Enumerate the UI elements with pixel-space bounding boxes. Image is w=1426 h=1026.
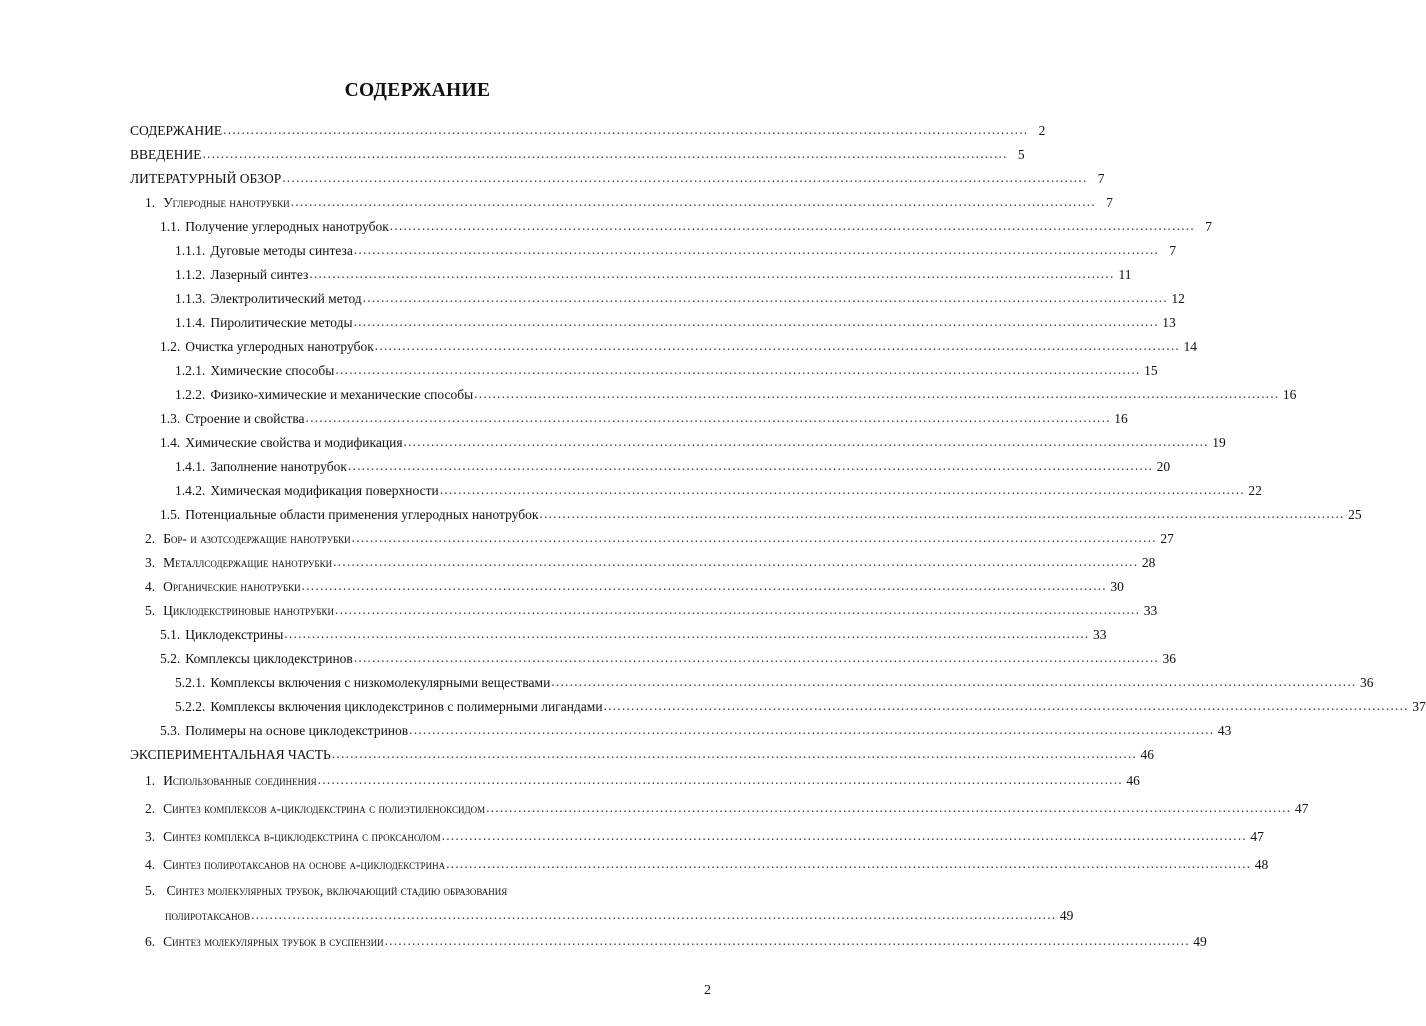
toc-entry-number: 5.2.2. [175, 699, 206, 714]
toc-entry[interactable] [130, 746, 1155, 763]
toc-entry-page: 49 [1193, 934, 1207, 949]
toc-entry[interactable] [145, 856, 1269, 873]
toc-entry-page: 46 [1126, 773, 1140, 788]
dot-leader: ................................................................................................................................................................................ [301, 578, 1107, 593]
toc-entry[interactable] [145, 828, 1264, 845]
toc-entry-title: Металлсодержащие нанотрубки [163, 555, 333, 570]
toc-entry-title: Электролитический метод [210, 291, 362, 306]
toc-entry[interactable] [145, 933, 1207, 950]
toc-entry-page: 12 [1171, 291, 1185, 306]
toc-entry-title: Синтез молекулярных трубок в суспензии [163, 934, 384, 949]
toc-entry-page: 36 [1360, 675, 1374, 690]
toc-entry[interactable] [145, 554, 1156, 571]
toc-entry-page: 7 [1205, 219, 1212, 234]
toc-entry-title: Циклодекстрины [185, 627, 284, 642]
dot-leader: ................................................................................................................................................................................ [389, 218, 1195, 233]
toc-entry-title: Лазерный синтез [210, 267, 309, 282]
toc-entry-title: ЭКСПЕРИМЕНТАЛЬНАЯ ЧАСТЬ [130, 747, 331, 762]
toc-entry-number: 1.4. [160, 435, 181, 450]
toc-entry-page: 30 [1110, 579, 1124, 594]
toc-entry-number: 1.1.4. [175, 315, 206, 330]
toc-entry-title: ЛИТЕРАТУРНЫЙ ОБЗОР [130, 171, 282, 186]
toc-entry[interactable] [160, 506, 1362, 523]
toc-entry[interactable] [175, 314, 1176, 331]
toc-entry-title: Синтез полиротаксанов на основе α-циклодекстрина [163, 857, 446, 872]
dot-leader: ................................................................................................................................................................................ [353, 242, 1160, 257]
toc-entry[interactable] [175, 242, 1177, 259]
toc-entry[interactable] [145, 800, 1309, 817]
toc-entry[interactable] [160, 338, 1197, 355]
dot-leader: ................................................................................................................................................................................ [446, 856, 1252, 871]
dot-leader: ................................................................................................................................................................................ [409, 722, 1215, 737]
toc-entry-page: 47 [1250, 829, 1264, 844]
toc-entry-number: 1.1.1. [175, 243, 206, 258]
toc-entry-number: 5. [145, 883, 156, 898]
toc-entry-title: Химические способы [210, 363, 335, 378]
dot-leader: ................................................................................................................................................................................ [282, 170, 1088, 185]
toc-entry-number: 1.4.1. [175, 459, 206, 474]
dot-leader: ................................................................................................................................................................................ [335, 362, 1141, 377]
toc-entry-page: 43 [1217, 723, 1232, 738]
toc-entry-number: 5. [145, 603, 156, 618]
toc-entry-number: 1.1. [160, 219, 181, 234]
toc-entry-page: 25 [1348, 507, 1362, 522]
toc-entry-page: 37 [1412, 699, 1426, 714]
toc-entry-title: Полимеры на основе циклодекстринов [185, 723, 409, 738]
toc-entry-number: 1.3. [160, 411, 181, 426]
dot-leader: ................................................................................................................................................................................ [309, 266, 1115, 281]
toc-entry-title: Синтез комплекса β-циклодекстрина с проксанолом [163, 829, 441, 844]
dot-leader: ................................................................................................................................................................................ [374, 338, 1180, 353]
toc-entry-title: Строение и свойства [185, 411, 305, 426]
toc-entry[interactable] [175, 482, 1262, 499]
dot-leader: ................................................................................................................................................................................ [403, 434, 1209, 449]
toc-entry-page: 28 [1141, 555, 1156, 570]
toc-entry-page: 46 [1140, 747, 1155, 762]
toc-entry-title: Дуговые методы синтеза [210, 243, 353, 258]
toc-entry[interactable] [160, 434, 1226, 451]
dot-leader: ................................................................................................................................................................................ [317, 772, 1123, 787]
toc-entry-title: Использованные соединения [163, 773, 317, 788]
toc-entry-multiline[interactable] [145, 883, 507, 899]
toc-entry-title: полиротаксанов [165, 908, 251, 923]
dot-leader: ................................................................................................................................................................................ [223, 122, 1029, 137]
toc-entry-number: 4. [145, 857, 156, 872]
toc-entry[interactable] [145, 578, 1124, 595]
toc-entry-title: Получение углеродных нанотрубок [185, 219, 389, 234]
dot-leader: ................................................................................................................................................................................ [347, 458, 1154, 473]
dot-leader: ................................................................................................................................................................................ [486, 800, 1292, 815]
dot-leader: ................................................................................................................................................................................ [284, 626, 1090, 641]
toc-entry[interactable] [175, 290, 1185, 307]
toc-entry-title: Потенциальные области применения углеродных нанотрубок [185, 507, 539, 522]
toc-entry-number: 5.1. [160, 627, 181, 642]
toc-entry-title: Комплексы циклодекстринов [185, 651, 353, 666]
toc-entry-number: 4. [145, 579, 156, 594]
toc-entry[interactable] [175, 362, 1158, 379]
toc-entry-page: 14 [1183, 339, 1197, 354]
dot-leader: ................................................................................................................................................................................ [305, 410, 1111, 425]
toc-entry[interactable] [145, 194, 1113, 211]
toc-entry-number: 1.2. [160, 339, 181, 354]
toc-entry-number: 5.3. [160, 723, 181, 738]
toc-entry[interactable] [145, 530, 1174, 547]
toc-entry[interactable] [130, 146, 1025, 163]
dot-leader: ................................................................................................................................................................................ [603, 698, 1409, 713]
toc-entry-number: 1. [145, 773, 156, 788]
toc-entry[interactable] [175, 458, 1171, 475]
toc-entry-page: 7 [1097, 171, 1105, 186]
toc-entry[interactable] [160, 410, 1128, 427]
toc-entry-title: Комплексы включения с низкомолекулярными веществами [210, 675, 551, 690]
toc-entry[interactable] [160, 626, 1107, 643]
toc-entry-number: 2. [145, 531, 156, 546]
toc-entry-number: 5.2. [160, 651, 181, 666]
toc-entry-title: Очистка углеродных нанотрубок [185, 339, 374, 354]
toc-entry-number: 1.5. [160, 507, 181, 522]
toc-entry-page: 22 [1248, 483, 1262, 498]
toc-entry-page: 5 [1017, 147, 1025, 162]
dot-leader: ................................................................................................................................................................................ [351, 530, 1157, 545]
toc-entry-number: 1.2.2. [175, 387, 206, 402]
toc-entry-title: Химическая модификация поверхности [210, 483, 439, 498]
dot-leader: ................................................................................................................................................................................ [335, 602, 1141, 617]
toc-entry-title: Органические нанотрубки [163, 579, 301, 594]
toc-entry-number: 1.4.2. [175, 483, 206, 498]
toc-entry-number: 1.2.1. [175, 363, 206, 378]
toc-entry-title: Пиролитические методы [210, 315, 353, 330]
dot-leader: ................................................................................................................................................................................ [439, 482, 1245, 497]
toc-entry-title: ВВЕДЕНИЕ [130, 147, 202, 162]
toc-entry-number: 5.2.1. [175, 675, 206, 690]
dot-leader: ................................................................................................................................................................................ [539, 506, 1345, 521]
toc-entry-page: 47 [1294, 801, 1309, 816]
toc-entry-title: Химические свойства и модификация [185, 435, 403, 450]
dot-leader: ................................................................................................................................................................................ [290, 194, 1096, 209]
toc-entry-number: 1. [145, 195, 156, 210]
toc-entry-page: 33 [1143, 603, 1158, 618]
dot-leader: ................................................................................................................................................................................ [551, 674, 1357, 689]
toc-entry[interactable] [130, 122, 1046, 139]
toc-entry-page: 13 [1162, 315, 1176, 330]
toc-entry-page: 16 [1282, 387, 1297, 402]
toc-entry-title: Углеродные нанотрубки [163, 195, 290, 210]
dot-leader: ................................................................................................................................................................................ [353, 650, 1160, 665]
toc-entry-page: 36 [1162, 651, 1177, 666]
toc-entry-page: 48 [1254, 857, 1269, 872]
dot-leader: ................................................................................................................................................................................ [251, 907, 1057, 922]
toc-entry-page: 7 [1169, 243, 1177, 258]
toc-entry-title: Синтез молекулярных трубок, включающий стадию образования [166, 883, 508, 898]
toc-entry-title: Синтез комплексов α-циклодекстрина с полиэтиленоксидом [163, 801, 486, 816]
toc-entry-number: 1.1.3. [175, 291, 206, 306]
dot-leader: ................................................................................................................................................................................ [333, 554, 1139, 569]
toc-entry[interactable] [160, 218, 1212, 235]
toc-entry-number: 3. [145, 555, 156, 570]
toc-entry-title: Заполнение нанотрубок [210, 459, 347, 474]
toc-entry-title: Комплексы включения циклодекстринов с полимерными лигандами [210, 699, 603, 714]
dot-leader: ................................................................................................................................................................................ [331, 746, 1138, 761]
toc-entry[interactable] [160, 722, 1232, 739]
toc-entry[interactable] [160, 650, 1177, 667]
toc-entry-title: Физико-химические и механические способы [210, 387, 474, 402]
toc-entry-page: 11 [1118, 267, 1132, 282]
toc-entry-page: 19 [1212, 435, 1226, 450]
toc-entry[interactable] [175, 674, 1374, 691]
toc-entry-title: СОДЕРЖАНИЕ [130, 123, 223, 138]
toc-entry[interactable] [145, 602, 1158, 619]
toc-entry-number: 1.1.2. [175, 267, 206, 282]
toc-entry-page: 15 [1144, 363, 1158, 378]
toc-entry-title: Циклодекстриновые нанотрубки [163, 603, 334, 618]
toc-entry-number: 3. [145, 829, 156, 844]
toc-entry-page: 20 [1156, 459, 1171, 474]
toc-entry[interactable] [145, 772, 1140, 789]
toc-entry-page: 49 [1059, 908, 1074, 923]
toc-entry-number: 2. [145, 801, 156, 816]
toc-entry-title: Бор- и азотсодержащие нанотрубки [163, 531, 351, 546]
dot-leader: ................................................................................................................................................................................ [441, 828, 1247, 843]
toc-entry-page: 7 [1106, 195, 1113, 210]
page-title: СОДЕРЖАНИЕ [344, 80, 491, 101]
dot-leader: ................................................................................................................................................................................ [362, 290, 1168, 305]
toc-entry[interactable] [175, 698, 1426, 715]
toc-entry-number: 6. [145, 934, 156, 949]
dot-leader: ................................................................................................................................................................................ [474, 386, 1280, 401]
toc-entry[interactable] [175, 266, 1132, 283]
dot-leader: ................................................................................................................................................................................ [202, 146, 1008, 161]
toc-entry[interactable] [175, 386, 1297, 403]
toc-entry-page: 2 [1038, 123, 1046, 138]
dot-leader: ................................................................................................................................................................................ [353, 314, 1159, 329]
toc-entry-page: 16 [1114, 411, 1128, 426]
dot-leader: ................................................................................................................................................................................ [384, 933, 1190, 948]
toc-entry[interactable] [130, 170, 1105, 187]
toc-entry[interactable] [165, 907, 1074, 924]
toc-entry-page: 33 [1093, 627, 1107, 642]
toc-entry-page: 27 [1160, 531, 1174, 546]
page-number: 2 [704, 983, 711, 998]
